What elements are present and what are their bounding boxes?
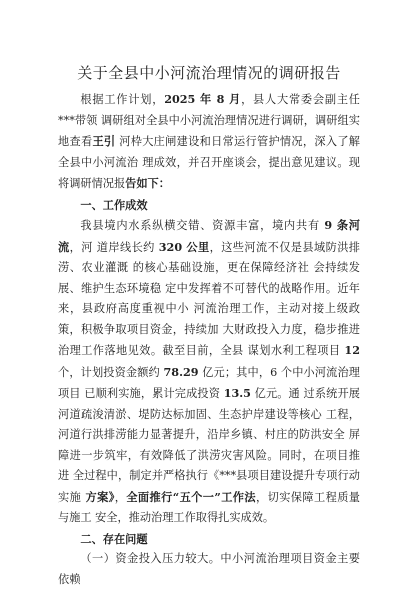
intro-closing: 告如下： (125, 176, 170, 190)
river-count: 9 条河流 (58, 218, 360, 254)
intro-text-3: 河枠大庄闸建设和日常运行管护情况，深入了解全县中小河流治 理成效，并召开座谈会，提出意见建议。现将调研情况报 (58, 135, 360, 190)
body1-text-6: 亿元。通 过系统开展河道疏浚清淤、堤防达标加固、生态护岸建设等核心 工程，河道行洪排涝能力显著提升，沿岸乡镇、村庄的防洪安全 屏障进一步筑牢，有效降低了洪涝灾害风险。同时，在项目推进 全过程中，制定并严格执行《***县项目建设提升专项行动实施 (58, 387, 360, 504)
intro-text-1: 根据工作计划， (80, 93, 165, 106)
body1-text-7: ， (114, 490, 127, 504)
body1-text-4: 个，计划投资金额约 (58, 365, 164, 379)
intro-date: 2025 年 8 月 (164, 92, 242, 106)
intro-paragraph (58, 89, 360, 195)
section-1-heading: 一、工作成效 (80, 197, 148, 212)
intro-place: 王引 (92, 134, 116, 148)
body1-text-2: ，河 道岸线长约 (69, 240, 159, 254)
body1-text-1: 我县境内水系纵横交错、资源丰富，境内共有 (80, 219, 325, 232)
project-count: 12 (344, 343, 360, 357)
body1-text-8: ，切实保障工程质量与施工 安全，推动治理工作取得扎实成效。 (58, 490, 360, 524)
body1-text-3: ，这些河流不仅是县域防洪排涝、农业灌溉 的核心基础设施，更在保障经济社 会持续发展、维护生态环境稳 定中发挥着不可替代的战略作用。近年来，县政府高度重视中小 河流治理工作，主动对接上级政策，积极争取项目资金，持续加 大财政投入力度，稳步推进治理工作落地见效。截至目前，全县 谋划水利工程项目 (58, 240, 360, 357)
plan-name: 方案》 (81, 489, 115, 504)
body1-text-5: 亿元；其中，6 个中小河流治理项目 已顺利实施，累计完成投资 (58, 365, 360, 400)
section-2-heading: 二、存在问题 (80, 531, 148, 546)
planned-investment: 78.29 (163, 364, 199, 379)
completed-investment: 13.5 (223, 386, 251, 400)
document-title: 关于全县中小河流治理情况的调研报告 (77, 64, 341, 82)
intro-text-2: ，县人大常委会副主任***带领 调研组对全县中小河流治理情况进行调研，调研组实地查看 (58, 93, 360, 148)
five-one-method: 全面推行“五个一”工作法 (126, 489, 257, 504)
shoreline-length: 320 公里 (158, 239, 210, 254)
section-2-paragraph: （一）资金投入压力较大。中小河流治理项目资金主要依赖 (58, 552, 360, 586)
section-1-paragraph (58, 215, 360, 529)
